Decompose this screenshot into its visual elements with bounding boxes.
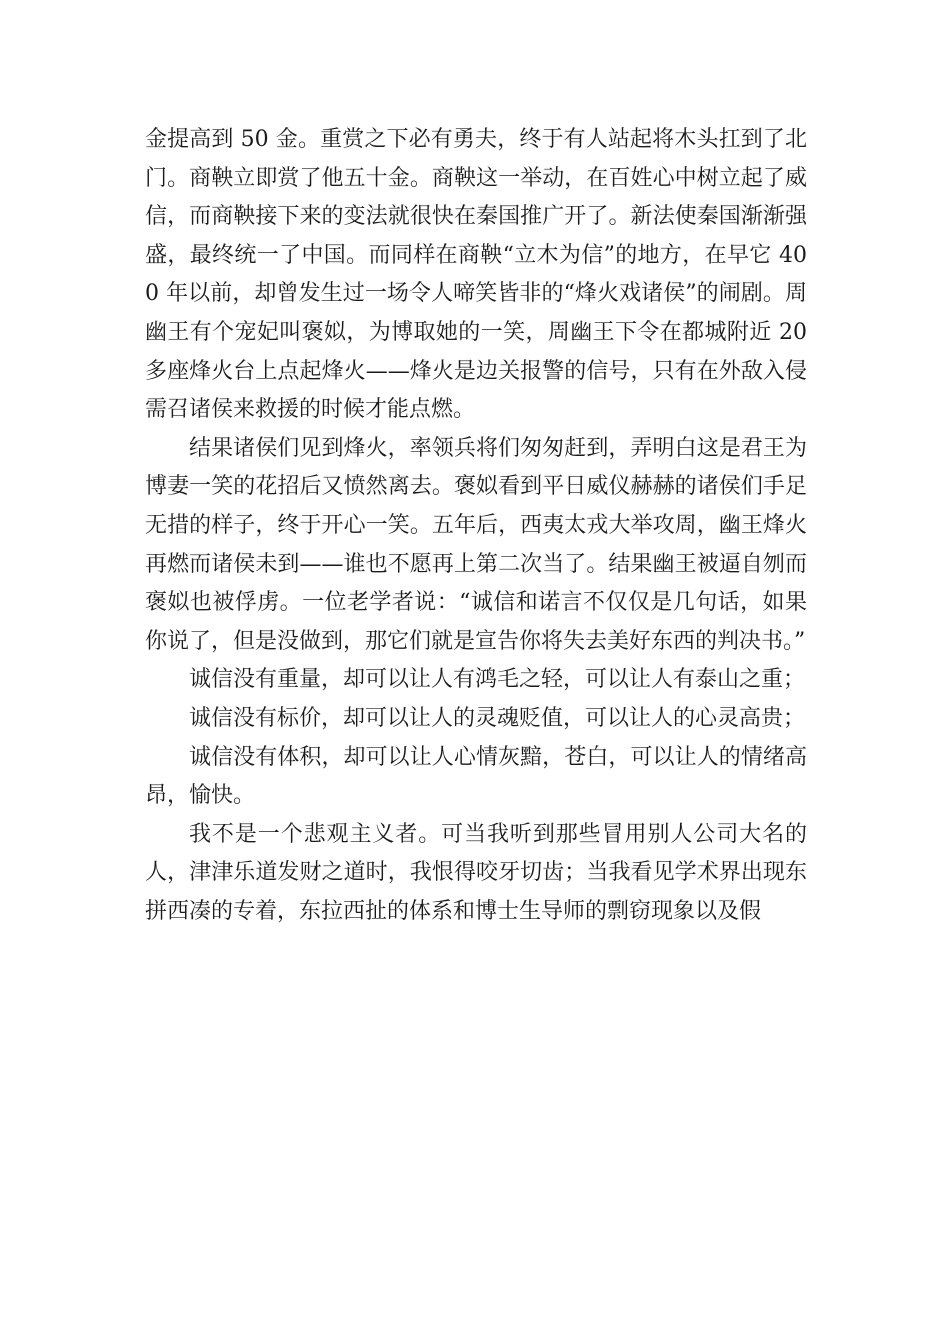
document-page: [145, 121, 807, 931]
paragraph-integrity-price: 诚信没有标价，却可以让人的灵魂贬值，可以让人的心灵高贵；: [189, 705, 806, 731]
paragraph-not-pessimist: 我不是一个悲观主义者。可当我听到那些冒用别人公司大名的人，津津乐道发财之道时，我恨得咬牙切齿；当我看见学术界出现东拼西凑的专着，东拉西扯的体系和博士生导师的剽窃现象以及假: [145, 821, 807, 924]
paragraph-vassals-arrive: 结果诸侯们见到烽火，率领兵将们匆匆赶到，弄明白这是君王为博妻一笑的花招后又愤然离去。褒姒看到平日威仪赫赫的诸侯们手足无措的样子，终于开心一笑。五年后，西夷太戎大举攻周，幽王烽火再燃而诸侯未到——谁也不愿再上第二次当了。结果幽王被逼自刎而褒姒也被俘虏。一位老学者说：“诚信和诺言不仅仅是几句话，如果你说了，但是没做到，那它们就是宣告你将失去美好东西的判决书。”: [145, 435, 807, 654]
paragraph-integrity-weight: 诚信没有重量，却可以让人有鸿毛之轻，可以让人有泰山之重；: [189, 667, 806, 693]
paragraph-integrity-volume: 诚信没有体积，却可以让人心情灰黯，苍白，可以让人的情绪高昂，愉快。: [145, 744, 807, 809]
paragraph-shangyang-and-fenghuo: 金提高到 50 金。重赏之下必有勇夫，终于有人站起将木头扛到了北门。商鞅立即赏了他五十金。商鞅这一举动，在百姓心中树立起了威信，而商鞅接下来的变法就很快在秦国推广开了。新法使秦国渐渐强盛，最终统一了中国。而同样在商鞅“立木为信”的地方，在早它 400 年以前，却曾发生过一场令人啼笑皆非的“烽火戏诸侯”的闹剧。周幽王有个宠妃叫褒姒，为博取她的一笑，周幽王下令在都城附近 20 多座烽火台上点起烽火——烽火是边关报警的信号，只有在外敌入侵需召诸侯来救援的时候才能点燃。: [145, 127, 807, 423]
